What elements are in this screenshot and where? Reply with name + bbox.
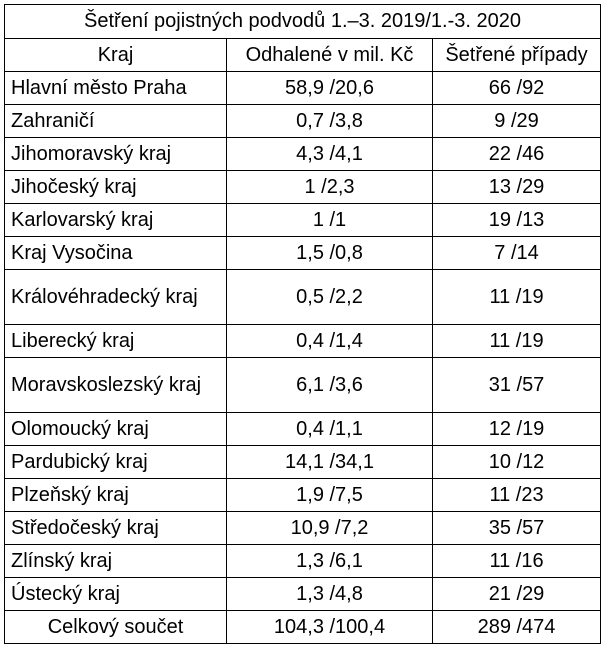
amount-cell: 0,4 /1,4 xyxy=(227,325,433,358)
cases-cell: 9 /29 xyxy=(433,105,601,138)
region-cell: Zahraničí xyxy=(5,105,227,138)
amount-cell: 1,3 /6,1 xyxy=(227,545,433,578)
table-row xyxy=(5,545,601,578)
region-cell: Královéhradecký kraj xyxy=(5,270,227,325)
table-header-row xyxy=(5,39,601,72)
region-cell: Pardubický kraj xyxy=(5,446,227,479)
table-row xyxy=(5,479,601,512)
cases-cell: 13 /29 xyxy=(433,171,601,204)
cases-cell: 35 /57 xyxy=(433,512,601,545)
cases-cell: 22 /46 xyxy=(433,138,601,171)
region-cell: Karlovarský kraj xyxy=(5,204,227,237)
region-cell: Zlínský kraj xyxy=(5,545,227,578)
region-cell: Olomoucký kraj xyxy=(5,413,227,446)
region-cell: Plzeňský kraj xyxy=(5,479,227,512)
table-row xyxy=(5,171,601,204)
total-row xyxy=(5,611,601,644)
table-row xyxy=(5,325,601,358)
region-cell: Ústecký kraj xyxy=(5,578,227,611)
region-cell: Moravskoslezský kraj xyxy=(5,358,227,413)
table-row xyxy=(5,72,601,105)
table-title: Šetření pojistných podvodů 1.–3. 2019/1.-3. 2020 xyxy=(5,5,601,39)
header-region: Kraj xyxy=(5,39,227,72)
region-cell: Středočeský kraj xyxy=(5,512,227,545)
amount-cell: 1 /2,3 xyxy=(227,171,433,204)
cases-cell: 31 /57 xyxy=(433,358,601,413)
table-row xyxy=(5,270,601,325)
amount-cell: 4,3 /4,1 xyxy=(227,138,433,171)
amount-cell: 0,7 /3,8 xyxy=(227,105,433,138)
header-cases: Šetřené případy xyxy=(433,39,601,72)
amount-cell: 0,5 /2,2 xyxy=(227,270,433,325)
cases-cell: 11 /16 xyxy=(433,545,601,578)
table-row xyxy=(5,413,601,446)
amount-cell: 1,9 /7,5 xyxy=(227,479,433,512)
amount-cell: 1,3 /4,8 xyxy=(227,578,433,611)
table-row xyxy=(5,138,601,171)
cases-cell: 19 /13 xyxy=(433,204,601,237)
table-row xyxy=(5,105,601,138)
region-cell: Kraj Vysočina xyxy=(5,237,227,270)
amount-cell: 14,1 /34,1 xyxy=(227,446,433,479)
table-row xyxy=(5,204,601,237)
header-amount: Odhalené v mil. Kč xyxy=(227,39,433,72)
table-row xyxy=(5,446,601,479)
region-cell: Hlavní město Praha xyxy=(5,72,227,105)
amount-cell: 1 /1 xyxy=(227,204,433,237)
amount-cell: 58,9 /20,6 xyxy=(227,72,433,105)
cases-cell: 10 /12 xyxy=(433,446,601,479)
cases-cell: 7 /14 xyxy=(433,237,601,270)
region-cell: Jihomoravský kraj xyxy=(5,138,227,171)
total-amount: 104,3 /100,4 xyxy=(227,611,433,644)
cases-cell: 11 /19 xyxy=(433,325,601,358)
amount-cell: 1,5 /0,8 xyxy=(227,237,433,270)
amount-cell: 10,9 /7,2 xyxy=(227,512,433,545)
fraud-table-container xyxy=(4,4,601,644)
cases-cell: 21 /29 xyxy=(433,578,601,611)
cases-cell: 12 /19 xyxy=(433,413,601,446)
table-row xyxy=(5,578,601,611)
table-row xyxy=(5,237,601,270)
amount-cell: 0,4 /1,1 xyxy=(227,413,433,446)
table-title-row xyxy=(5,5,601,39)
total-cases: 289 /474 xyxy=(433,611,601,644)
fraud-investigation-table xyxy=(4,4,601,644)
cases-cell: 66 /92 xyxy=(433,72,601,105)
amount-cell: 6,1 /3,6 xyxy=(227,358,433,413)
region-cell: Liberecký kraj xyxy=(5,325,227,358)
total-label: Celkový součet xyxy=(5,611,227,644)
table-row xyxy=(5,358,601,413)
table-row xyxy=(5,512,601,545)
region-cell: Jihočeský kraj xyxy=(5,171,227,204)
cases-cell: 11 /23 xyxy=(433,479,601,512)
cases-cell: 11 /19 xyxy=(433,270,601,325)
